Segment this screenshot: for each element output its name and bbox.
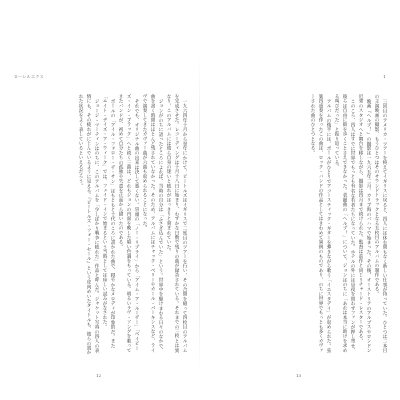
left-page-number: 12 [96,373,102,378]
right-paragraph-1: 三回目のアメリカ・ツアーを終えてイギリスに戻ると、四人には休む間もなく新しい仕事が待っていた。ひとつは二本目の主演映画の撮影、もうひとつはそのサウンドトラックとなる五枚目のアルバムの制作である。 [374,94,387,353]
right-paragraph-2: 映画『ヘルプ！』の撮影は一九六五年二月、カリブ海のバハマで始まった。その後、オーストリアのアルプスやロンドン近郊のスタジオへと舞台を移しながら、撮影は四月まで続けられた。監督は前作と同じリチャード・レスターである。 [358,94,371,353]
left-paragraph-5: ジョージ・マーティンはのちに、このアルバムを「少しばかり戦争に疲れた」作品と呼んだ。ジャケット写真の四人の表情にも、その疲れがにじんでいるように見える。『ビートルズ・フォー・セール』という皮肉めいたタイトルも、彼らの置かれた状況をよく表しているといえるだろう。 [78,94,99,355]
left-page-text [14,94,188,356]
right-paragraph-3: このころ、四人はすでに世界でもっとも有名な若者たちになっていた。ホテルの外には昼夜を問わずファンが押し寄せ、彼らは自由に街を歩くことさえできなかった。表題曲の「ヘルプ！」について、ジョンはのちに「あれは本当に助けを求める叫びだった」と振り返っている。 [334,94,355,353]
right-page-text [216,94,388,356]
right-paragraph-4: アルバムの後半には、ポールがひとりでアコースティック・ギターを弾きながら歌う「イエスタデイ」が収められた。弦楽四重奏を伴ったこの曲は、ロック・バンドの作品としてはきわめて異例のものであり、のちに世界でもっとも多くカヴァーされた曲のひとつとなる。 [310,94,331,353]
right-page-number: 13 [296,373,302,378]
right-page [200,0,400,400]
left-paragraph-3: それでも、オリジナル曲の出来は決して悪くない。冒頭の「ノー・リプライ」から「アイム・ア・ルーザー」「ベイビーズ・イン・ブラック」へと続く三曲は、どれもジョンの内面を映した暗い色調をもっている。明るいラヴ・ソングを歌ってきたバンドが、初めて自分たちの孤独や失意を正面から描いたのである。 [118,94,139,353]
left-paragraph-4: ポールの「アイル・フォロー・ザ・サン」はもともと十代のころに書かれた曲で、穏やかなメロディが印象的だ。また「エイト・デイズ・ア・ウィーク」では、フェイド・インで始まるという当時としては珍しい試みがなされた。 [102,94,115,348]
left-paragraph-1: 一九六四年十月から翌年にかけて、ビートルズはイギリスで二度目のツアーを行い、その合間を縫って四枚目のアルバムを完成させた。レコーディングは十月十八日に始まり、わずかな日数で残りの曲が録音されている。それまでの三枚とは異なり、このアルバムには彼ら自身の迷いと疲れがはっきりと刻まれていた。 [166,94,187,353]
left-running-head: ローレルエクス [14,74,44,79]
right-running-head: 1 [383,74,386,79]
left-paragraph-2: ジョンがのちに語ったところによれば、当時の自分は「ふさぎ込んでいた」という。世界中を駆けまわる日々のなかで、曲を書く時間はほとんど残されていなかった。そのため、アルバムにはチャック・ベリーやカール・パーキンスなど、ライヴで演奏してきたカヴァー曲が六曲も収められることになった。 [142,94,163,353]
